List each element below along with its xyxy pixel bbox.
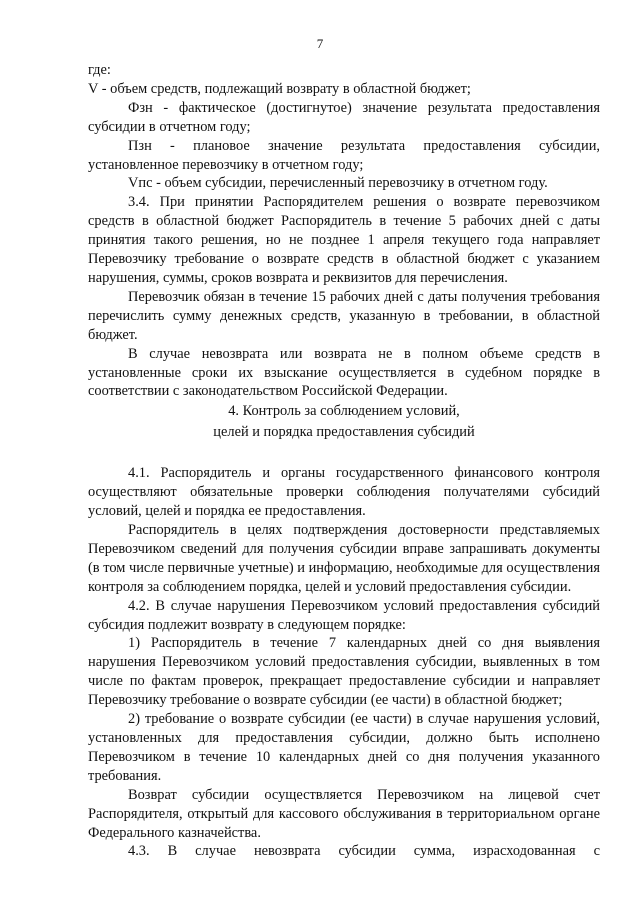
formula-definition-fzn: Фзн - фактическое (достигнутое) значение результата предоставления субсидии в отчетном году; xyxy=(88,99,600,135)
list-item-1: 1) Распорядитель в течение 7 календарных дней со дня выявления нарушения Перевозчиком условий предоставления субсидии, выявленных в том числе по фактам проверок, прекращает предоставление субсидии и направляет Перевозчику требование о возврате субсидии (ее части) в областной бюджет; xyxy=(88,635,600,709)
list-item-2: 2) требование о возврате субсидии (ее части) в случае нарушения условий, установленных для предоставления субсидии, должно быть исполнено Перевозчиком в течение 10 календарных дней со дня получения указанного требования. xyxy=(88,711,600,784)
paragraph-carrier-obligation: Перевозчик обязан в течение 15 рабочих дней с даты получения требования перечислить сумму денежных средств, указанную в требовании, в областной бюджет. xyxy=(88,288,600,343)
formula-definition-vps: Vпс - объем субсидии, перечисленный перевозчику в отчетном году. xyxy=(128,175,548,192)
paragraph-4-1: 4.1. Распорядитель и органы государственного финансового контроля осуществляют обязательные проверки соблюдения получателями субсидий условий, целей и порядка ее предоставления. xyxy=(88,465,600,520)
section-gap xyxy=(88,442,600,464)
paragraph-3-4: 3.4. При принятии Распорядителем решения о возврате перевозчиком средств в областной бюджет Распорядитель в течение 5 рабочих дней с даты принятия такого решения, но не позднее 1 апреля текущего года направляет Перевозчику требование о возврате средств в областной бюджет с указанием нарушения, суммы, сроков возврата и реквизитов для перечисления. xyxy=(88,194,600,286)
document-body xyxy=(88,61,600,861)
paragraph-4-2: 4.2. В случае нарушения Перевозчиком условий предоставления субсидий субсидия подлежит возврату в следующем порядке: xyxy=(88,597,600,633)
paragraph-return-account: Возврат субсидии осуществляется Перевозчиком на лицевой счет Распорядителя, открытый для кассового обслуживания в территориальном органе Федерального казначейства. xyxy=(88,786,600,841)
paragraph-non-return: В случае невозврата или возврата не в полном объеме средств в установленные сроки их взыскание осуществляется в судебном порядке в соответствии с законодательством Российской Федерации. xyxy=(88,345,600,400)
paragraph-where: где: xyxy=(88,62,111,78)
page-number: 7 xyxy=(316,36,324,51)
formula-definition-pzn: Пзн - плановое значение результата предоставления субсидии, установленное перевозчику в отчетном году; xyxy=(88,137,600,173)
paragraph-4-3: 4.3. В случае невозврата субсидии сумма, израсходованная с xyxy=(128,843,600,860)
formula-definition-v: V - объем средств, подлежащий возврату в областной бюджет; xyxy=(88,80,471,97)
paragraph-document-request: Распорядитель в целях подтверждения достоверности представляемых Перевозчиком сведений для получения субсидии вправе запрашивать документы (в том числе первичные учетные) и информацию, необходимые для осуществления контроля за соблюдением порядка, целей и условий предоставления субсидии. xyxy=(88,522,600,595)
section-heading xyxy=(88,401,600,442)
section-heading-line2: целей и порядка предоставления субсидий xyxy=(213,423,475,440)
section-heading-line1: 4. Контроль за соблюдением условий, xyxy=(228,403,460,420)
